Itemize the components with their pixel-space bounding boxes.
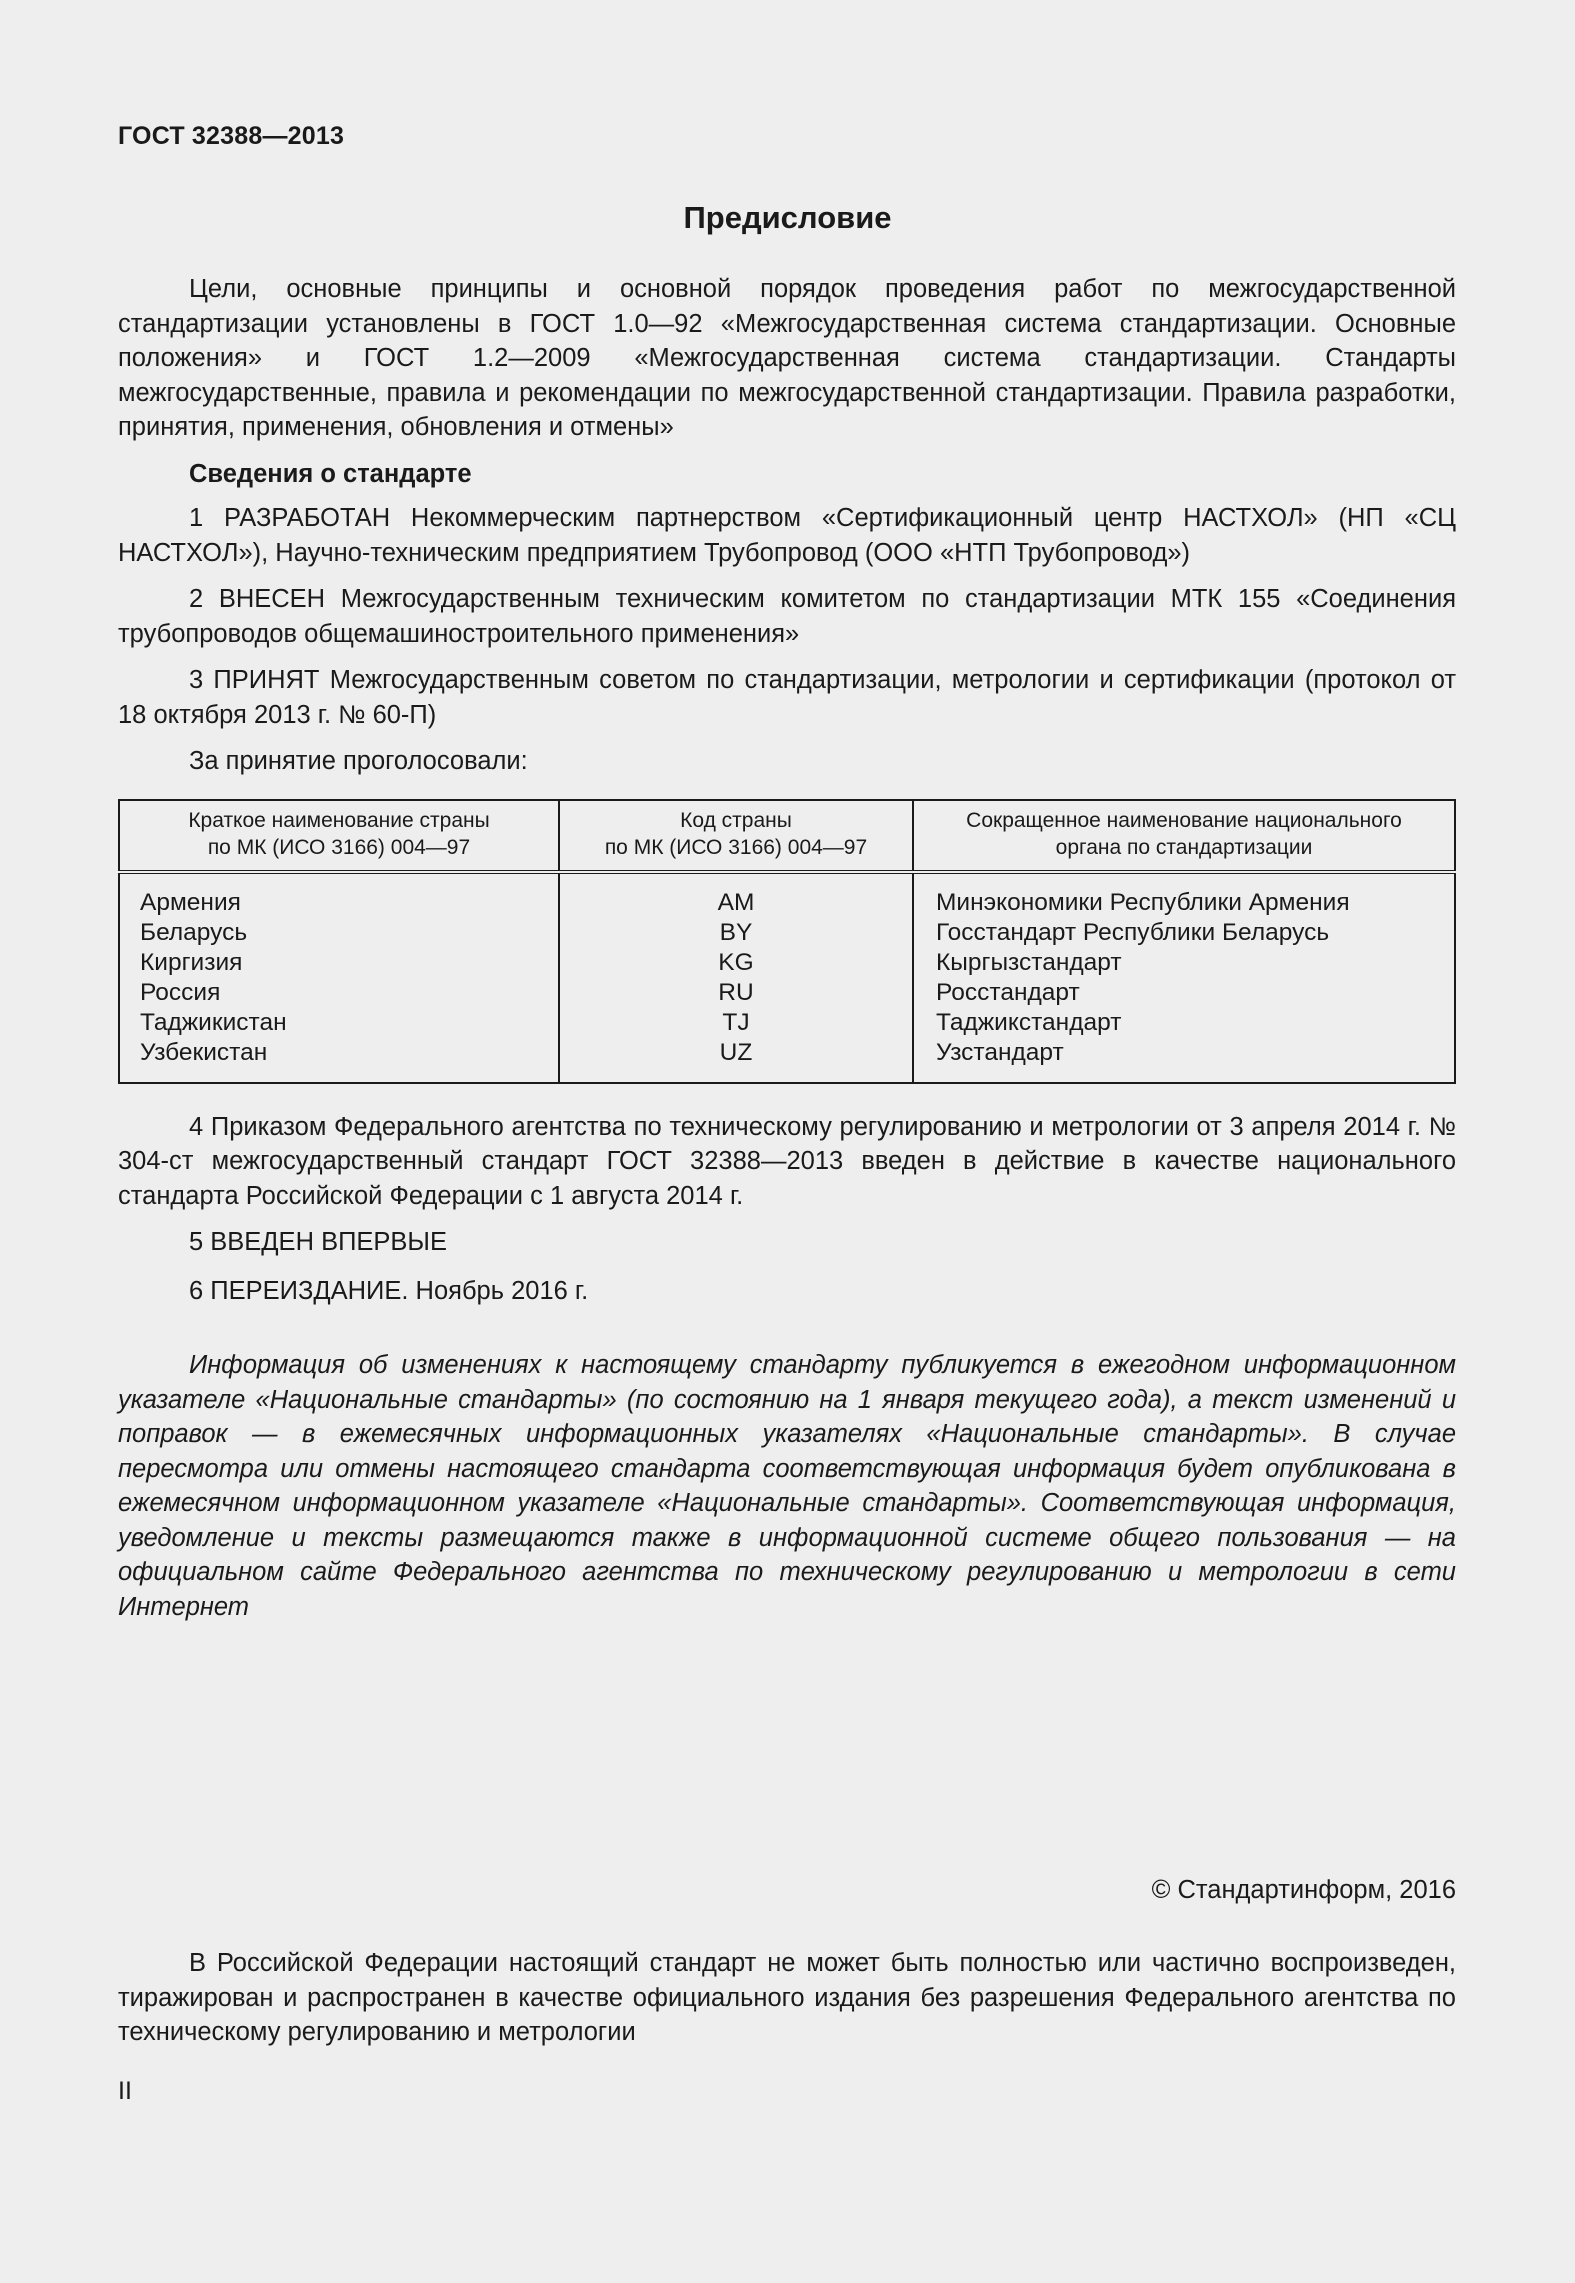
document-body <box>118 272 1456 1624</box>
national-bodies-cell <box>913 872 1455 1083</box>
page-number: II <box>118 2077 132 2105</box>
country-name: Узбекистан <box>140 1038 268 1066</box>
item-developed: 1 РАЗРАБОТАН Некоммерческим партнерством «Сертификационный центр НАСТХОЛ» (НП «СЦ НАСТХОЛ»), Научно-техническим предприятием Трубопровод (ООО «НТП Трубопровод») <box>118 504 1456 567</box>
national-body: Госстандарт Республики Беларусь <box>936 918 1330 946</box>
table-header-row <box>119 800 1455 872</box>
national-body: Минэкономики Республики Армения <box>936 888 1350 916</box>
national-body: Узстандарт <box>936 1038 1064 1066</box>
national-body: Кыргызстандарт <box>936 948 1122 976</box>
country-name: Таджикистан <box>140 1008 287 1036</box>
page-title: Предисловие <box>683 200 892 235</box>
after-table-section <box>118 1110 1456 1625</box>
country-name: Россия <box>140 978 221 1006</box>
rights-paragraph: В Российской Федерации настоящий стандарт не может быть полностью или частично воспроизведен, тиражирован и распространен в качестве официального издания без разрешения Федерального агентства по техническому регулированию и метрологии <box>118 1949 1456 2046</box>
country-code: UZ <box>719 1038 753 1066</box>
country-name: Беларусь <box>140 918 248 946</box>
national-body: Росстандарт <box>936 978 1080 1006</box>
voting-countries-table <box>118 799 1456 1084</box>
standard-code-header: ГОСТ 32388—2013 <box>118 122 345 150</box>
item-order: 4 Приказом Федерального агентства по техническому регулированию и метрологии от 3 апреля 2014 г. № 304-ст межгосударственный стандарт ГОСТ 32388—2013 введен в действие в качестве национального стандарта Российской Федерации с 1 августа 2014 г. <box>118 1112 1456 1210</box>
national-body: Таджикстандарт <box>936 1008 1122 1036</box>
header-national-body: Сокращенное наименование национального органа по стандартизации <box>913 800 1455 872</box>
table-row <box>119 872 1455 1083</box>
intro-paragraph: Цели, основные принципы и основной порядок проведения работ по межгосударственной стандартизации установлены в ГОСТ 1.0—92 «Межгосударственная система стандартизации. Основные положения» и ГОСТ 1.2—2009 «Межгосударственная система стандартизации. Стандарты межгосударственные, правила и рекомендации по межгосударственной стандартизации. Правила разработки, принятия, применения, обновления и отмены» <box>118 275 1456 441</box>
rights-notice <box>118 1946 1456 2050</box>
copyright-notice: © Стандартинформ, 2016 <box>1151 1876 1456 1904</box>
item-adopted: 3 ПРИНЯТ Межгосударственным советом по стандартизации, метрологии и сертификации (протокол от 18 октября 2013 г. № 60-П) <box>118 666 1456 729</box>
country-codes-cell <box>559 872 913 1083</box>
header-country-code: Код страны по МК (ИСО 3166) 004—97 <box>559 800 913 872</box>
changes-info-paragraph: Информация об изменениях к настоящему стандарту публикуется в ежегодном информационном указателе «Национальные стандарты» (по состоянию на 1 января текущего года), а текст изменений и поправок — в ежемесячных информационных указателях «Национальные стандарты». В случае пересмотра или отмены настоящего стандарта соответствующая информация будет опубликована в ежемесячном информационном указателе «Национальные стандарты». Соответствующая информация, уведомление и тексты размещаются также в информационной системе общего пользования — на официальном сайте Федерального агентства по техническому регулированию и метрологии в сети Интернет <box>118 1351 1456 1621</box>
item-reissue: 6 ПЕРЕИЗДАНИЕ. Ноябрь 2016 г. <box>189 1276 589 1305</box>
item-introduced: 2 ВНЕСЕН Межгосударственным техническим комитетом по стандартизации МТК 155 «Соединения трубопроводов общемашиностроительного применения» <box>118 585 1456 648</box>
country-code: KG <box>718 948 754 976</box>
country-code: RU <box>718 978 754 1006</box>
about-heading: Сведения о стандарте <box>189 459 472 488</box>
country-code: AM <box>717 888 755 916</box>
header-country-name: Краткое наименование страны по МК (ИСО 3166) 004—97 <box>119 800 559 872</box>
country-names-cell <box>119 872 559 1083</box>
country-name: Армения <box>140 888 241 916</box>
country-code: BY <box>719 918 753 946</box>
country-name: Киргизия <box>140 948 243 976</box>
item-first: 5 ВВЕДЕН ВПЕРВЫЕ <box>189 1228 448 1256</box>
country-code: TJ <box>722 1008 750 1036</box>
item-voted: За принятие проголосовали: <box>189 747 528 775</box>
